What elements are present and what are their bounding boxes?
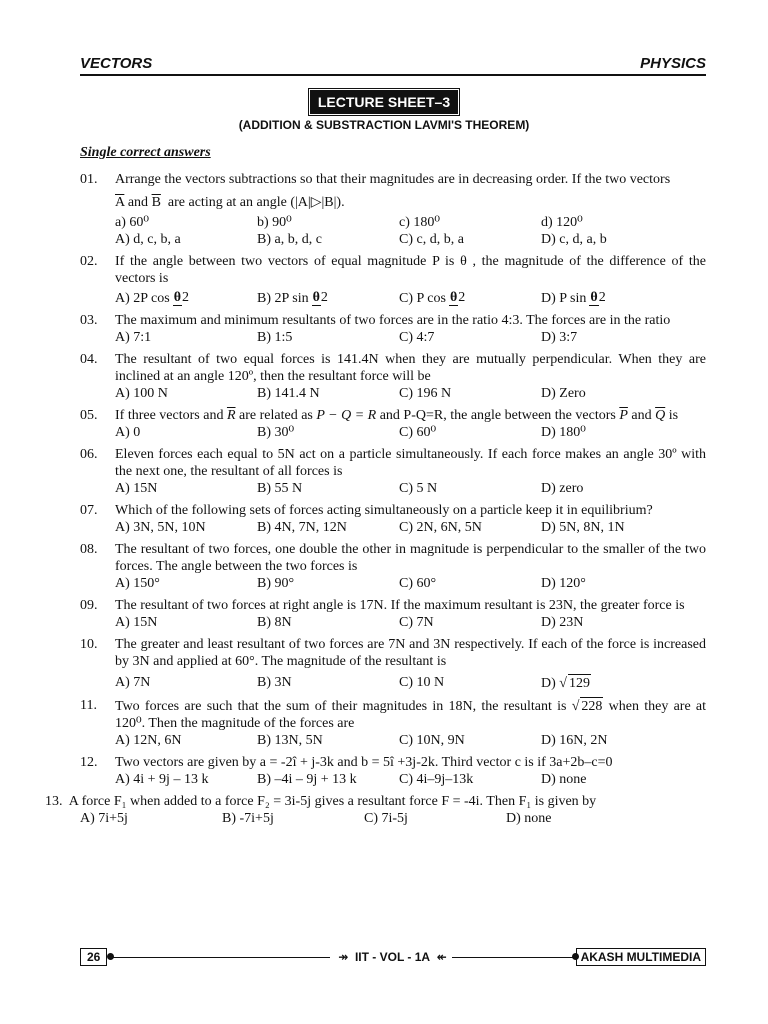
topic-subheading: (ADDITION & SUBSTRACTION LAVMI'S THEOREM) xyxy=(238,118,530,132)
question-12: 12. Two vectors are given by a = -2î + j-3k and b = 5î +3j-2k. Third vector c is if 3a+2b–c=0 A) 4i + 9j – 13 k B) –4i – 9j + 13 k C) 4i–9j–13k D) none xyxy=(80,754,706,788)
answer-options: A) 15N B) 55 N C) 5 N D) zero xyxy=(115,481,584,496)
lecture-sheet-badge: LECTURE SHEET–3 xyxy=(310,90,458,114)
header-rule xyxy=(80,74,706,76)
answer-options: A) 7i+5j B) -7i+5j C) 7i-5j D) none xyxy=(80,811,552,826)
question-6: 06. Eleven forces each equal to 5N act on a particle simultaneously. If each force makes an angle 30º with the next one, the resultant of all forces is A) 15N B) 55 N C) 5 N D) zero xyxy=(80,447,706,496)
section-title: Single correct answers xyxy=(80,145,211,160)
answer-options: A) 7:1 B) 1:5 C) 4:7 D) 3:7 xyxy=(115,330,578,345)
answer-options: A) 7N B) 3N C) 10 N D) √ 129 xyxy=(115,675,590,691)
question-10: 10. The greater and least resultant of two forces are 7N and 3N respectively. If each of the force is increased by 3N and applied at 60°. The magnitude of the resultant is A) 7N B) 3N C) 10 N D) √ 129 xyxy=(80,637,706,691)
question-text: Arrange the vectors subtractions so that their magnitudes are in decreasing order. If the two vectors xyxy=(115,172,671,187)
answer-options: A) 4i + 9j – 13 k B) –4i – 9j + 13 k C) 4i–9j–13k D) none xyxy=(115,772,587,787)
answer-options: A) 3N, 5N, 10N B) 4N, 7N, 12N C) 2N, 6N, 5N D) 5N, 8N, 1N xyxy=(115,520,625,535)
question-13: 13. A force F₁ when added to a force F₂ = 3i-5j gives a resultant force F = -4i. Then F₁ is given by A) 7i+5j B) -7i+5j C) 7i-5j D) none xyxy=(45,793,706,827)
header-subject-left: VECTORS xyxy=(80,55,153,72)
question-1: 01. Arrange the vectors subtractions so that their magnitudes are in decreasing order. If the two vectors $\overline{A}$ and $\overline{B}$ are acting at an angle (|A|▷|B|). a) 60⁰ b) 90⁰ c) 180⁰ d) 120⁰ A) d, c, b, a B) a, b, d, c C) c, d, b, a D) c, d, a, b xyxy=(80,171,706,248)
question-9: 09. The resultant of two forces at right angle is 17N. If the maximum resultant is 23N, the greater force is A) 15N B) 8N C) 7N D) 23N xyxy=(80,597,706,631)
footer-volume: ↠ IIT - VOL - 1A ↞ xyxy=(338,950,447,964)
sub-options: a) 60⁰ b) 90⁰ c) 180⁰ d) 120⁰ xyxy=(115,215,583,230)
page-header xyxy=(80,55,706,74)
answer-options: A) d, c, b, a B) a, b, d, c C) c, d, b, a D) c, d, a, b xyxy=(115,232,607,247)
answer-options: A) 12N, 6N B) 13N, 5N C) 10N, 9N D) 16N, 2N xyxy=(115,733,608,748)
answer-options: A) 100 N B) 141.4 N C) 196 N D) Zero xyxy=(115,386,586,401)
answer-options: A) 150° B) 90° C) 60° D) 120° xyxy=(115,576,586,591)
lecture-sheet-title xyxy=(0,90,768,114)
question-list xyxy=(45,171,707,832)
question-7: 07. Which of the following sets of forces acting simultaneously on a particle keep it in equilibrium? A) 3N, 5N, 10N B) 4N, 7N, 12N C) 2N, 6N, 5N D) 5N, 8N, 1N xyxy=(80,502,706,536)
question-2: 02. If the angle between two vectors of equal magnitude P is θ , the magnitude of the difference of the vectors is A) 2P cos θ2 B) 2P sin θ2 C) P cos θ2 D) P sin θ2 xyxy=(80,254,706,306)
question-5: 05. If three vectors and $\overline{R}$ are related as P − Q = R and P-Q=R, the angle between the vectors $\overline{P}$ and $\overline{Q}$ is A) 0 B) 30⁰ C) 60⁰ D) 180⁰ xyxy=(80,407,706,441)
question-4: 04. The resultant of two equal forces is 141.4N when they are mutually perpendicular. When they are inclined at an angle 120º, then the resultant force will be A) 100 N B) 141.4 N C) 196 N D) Zero xyxy=(80,352,706,401)
header-subject-right: PHYSICS xyxy=(640,55,706,72)
footer-rule-right xyxy=(452,957,574,958)
footer-rule-left xyxy=(110,957,330,958)
question-11: 11. Two forces are such that the sum of their magnitudes in 18N, the resultant is √ 228 when they are at 120⁰. Then the magnitude of the forces are A) 12N, 6N B) 13N, 5N C) 10N, 9N D) 16N, 2N xyxy=(80,698,707,748)
page-footer xyxy=(80,948,706,968)
answer-options: A) 0 B) 30⁰ C) 60⁰ D) 180⁰ xyxy=(115,425,586,440)
page-number: 26 xyxy=(80,948,107,966)
publisher-name: AKASH MULTIMEDIA xyxy=(576,948,706,966)
question-text: If the angle between two vectors of equal magnitude P is θ , the magnitude of the difference of the vectors is xyxy=(115,254,706,286)
answer-options: A) 15N B) 8N C) 7N D) 23N xyxy=(115,615,584,630)
answer-options: A) 2P cos θ2 B) 2P sin θ2 C) P cos θ2 D) P sin θ2 xyxy=(115,290,606,306)
question-8: 08. The resultant of two forces, one double the other in magnitude is perpendicular to the smaller of the two forces. The angle between the two forces is A) 150° B) 90° C) 60° D) 120° xyxy=(80,542,706,591)
question-text-line2: $\overline{A}$ and $\overline{B}$ are acting at an angle (|A|▷|B|). xyxy=(115,195,345,210)
question-3: 03. The maximum and minimum resultants of two forces are in the ratio 4:3. The forces are in the ratio A) 7:1 B) 1:5 C) 4:7 D) 3:7 xyxy=(80,312,706,346)
